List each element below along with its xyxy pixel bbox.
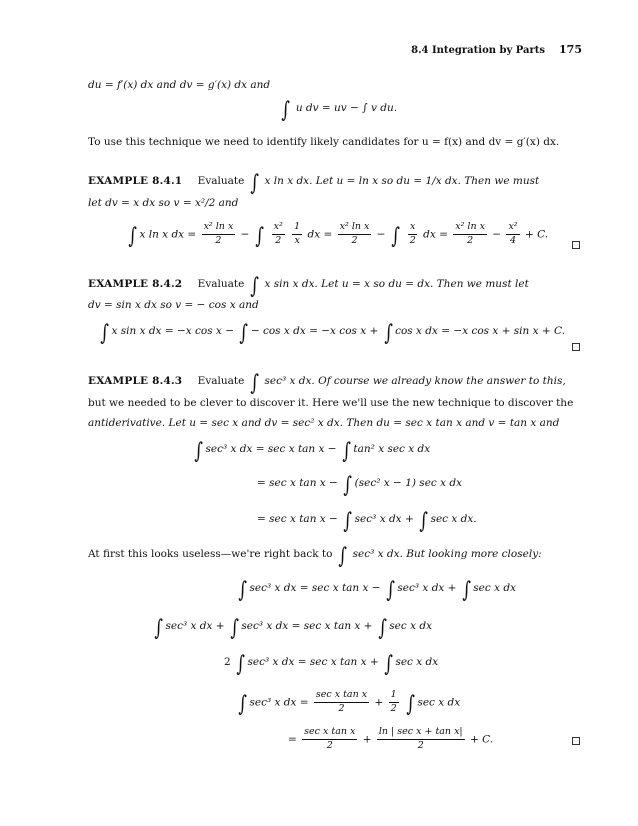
eq-text: sec³ x dx = sec x tan x − (205, 443, 337, 455)
eq-text: (sec² x − 1) sec x dx (354, 477, 463, 489)
eq-text: sec x dx (473, 582, 517, 594)
integral-sign: ∫ (338, 544, 347, 569)
denominator: 2 (275, 234, 282, 246)
fraction (302, 727, 357, 752)
parts-formula-text: u dv = uv − ∫ v du. (295, 102, 398, 114)
useless-sentence (88, 544, 542, 569)
eq-text: sec³ x dx + (354, 513, 414, 525)
example-8-4-2-line1 (88, 274, 529, 299)
integral-sign: ∫ (250, 274, 259, 299)
example-8-4-3-line3: antiderivative. Let u = sec x and dv = sec² x dx. Then du = sec x tan x and v = tan x and (88, 417, 560, 429)
qed-square-icon (572, 241, 580, 249)
integral-sign: ∫ (194, 439, 204, 464)
plus-sign: + (374, 696, 384, 709)
eq-text: sec³ x dx + (165, 620, 225, 632)
example-8-4-1-equation (126, 221, 549, 250)
plus-sign: + (362, 733, 372, 746)
integral-sign: ∫ (250, 171, 259, 196)
minus-sign: − (376, 228, 386, 241)
numerator: 1 (389, 690, 399, 703)
numerator: x² ln x (453, 222, 487, 235)
integral-sign: ∫ (406, 692, 416, 718)
integral-sign: ∫ (239, 321, 249, 346)
eq-text: sec x dx (417, 696, 461, 709)
numerator: sec x tan x (302, 727, 357, 740)
integral-sign: ∫ (384, 321, 393, 346)
integral-sign: ∫ (230, 616, 239, 641)
denominator: 2 (467, 234, 474, 246)
numerator: 1 (292, 222, 302, 235)
fraction (506, 222, 519, 247)
numerator: x² (506, 222, 519, 235)
evaluate-word: Evaluate (197, 278, 245, 290)
integral-sign: ∫ (378, 616, 387, 641)
fraction (314, 690, 369, 715)
sentence-text: sec³ x dx. But looking more closely: (352, 548, 542, 560)
eq-text: x ln x dx = (139, 228, 197, 241)
solve-row-3 (224, 652, 439, 677)
candidates-sentence: To use this technique we need to identify likely candidates for u = f(x) and dv = g′(x) dx. (88, 136, 560, 148)
denominator: x (294, 234, 300, 246)
example-8-4-1-line1 (88, 171, 540, 196)
coefficient: 2 (224, 656, 231, 668)
running-header (411, 43, 582, 56)
eq-text: + C. (469, 733, 494, 746)
eq-text: dx = (307, 228, 333, 241)
numerator: x² ln x (202, 222, 236, 235)
integral-sign: ∫ (462, 578, 471, 603)
parts-formula (279, 98, 398, 123)
fraction (272, 222, 285, 247)
eq-text: − cos x dx = −x cos x + (250, 325, 379, 337)
eq-text: sec³ x dx = (249, 696, 309, 709)
intro-line: du = f′(x) dx and dv = g′(x) dx and (88, 79, 271, 91)
example-8-4-2-line2: dv = sin x dx so v = − cos x and (88, 299, 259, 311)
integral-sign: ∫ (238, 692, 248, 718)
example-8-4-3-line2: but we needed to be clever to discover it. Here we'll use the new technique to discover the (88, 397, 574, 409)
example-line-text: x sin x dx. Let u = x so du = dx. Then we must let (264, 278, 529, 290)
denominator: 2 (215, 234, 222, 246)
denominator: 2 (390, 702, 397, 714)
fraction (389, 690, 399, 715)
eq-text: sec x dx (395, 656, 439, 668)
fraction (292, 222, 302, 247)
example-label: EXAMPLE 8.4.3 (88, 375, 183, 387)
eq-text: tan² x sec x dx (353, 443, 431, 455)
integral-sign: ∫ (255, 224, 264, 250)
denominator: 4 (510, 234, 517, 246)
eq-text: = sec x tan x − (257, 513, 338, 525)
qed-square-icon (572, 343, 580, 351)
equals-sign: = (288, 733, 297, 746)
example-line-text: sec³ x dx. Of course we already know the answer to this, (264, 375, 566, 387)
eq-text: sec³ x dx = sec x tan x − (249, 582, 381, 594)
integral-sign: ∫ (250, 371, 259, 396)
eq-text: = sec x tan x − (257, 477, 338, 489)
eq-text: dx = (423, 228, 448, 241)
integral-sign: ∫ (236, 652, 246, 677)
denominator: 2 (351, 234, 358, 246)
solve-row-1 (236, 578, 517, 603)
numerator: x (408, 222, 417, 235)
integral-sign: ∫ (342, 439, 351, 464)
example-label: EXAMPLE 8.4.2 (88, 278, 183, 290)
integral-sign: ∫ (386, 578, 395, 603)
integral-sign: ∫ (343, 509, 353, 534)
fraction (202, 222, 236, 247)
qed-square-icon (572, 737, 580, 745)
fraction (408, 222, 418, 247)
example-8-4-2-equation (98, 321, 566, 346)
eq-text: x sin x dx = −x cos x − (111, 325, 234, 337)
integral-sign: ∫ (128, 224, 138, 250)
integral-sign: ∫ (154, 616, 164, 641)
example-line-text: x ln x dx. Let u = ln x so du = 1/x dx. Then we must (264, 175, 540, 187)
integral-sign: ∫ (281, 98, 291, 123)
eq-text: cos x dx = −x cos x + sin x + C. (395, 325, 566, 337)
derivation-row-3 (257, 509, 477, 534)
eq-text: sec³ x dx = sec x tan x + (247, 656, 379, 668)
minus-sign: − (240, 228, 250, 241)
denominator: 2 (417, 739, 424, 751)
example-label: EXAMPLE 8.4.1 (88, 175, 183, 187)
denominator: 2 (326, 739, 333, 751)
integral-sign: ∫ (238, 578, 248, 603)
example-8-4-1-line2: let dv = x dx so v = x²/2 and (88, 197, 239, 209)
evaluate-word: Evaluate (197, 375, 245, 387)
page-number: 175 (559, 43, 582, 56)
numerator: ln | sec x + tan x| (377, 727, 465, 740)
eq-text: sec³ x dx = sec x tan x + (241, 620, 373, 632)
eq-text: sec³ x dx + (397, 582, 457, 594)
integral-sign: ∫ (419, 509, 429, 534)
derivation-row-2 (257, 473, 463, 498)
sentence-text: At first this looks useless—we're right back to (88, 548, 333, 560)
numerator: x² ln x (338, 222, 372, 235)
numerator: x² (272, 222, 285, 235)
minus-sign: − (492, 228, 502, 241)
integral-sign: ∫ (343, 473, 353, 498)
solve-row-4 (236, 689, 461, 718)
section-title: 8.4 Integration by Parts (411, 45, 546, 56)
solve-row-5 (288, 727, 493, 752)
eq-text: sec x dx (389, 620, 433, 632)
eq-text: + C. (524, 228, 549, 241)
integral-sign: ∫ (391, 224, 400, 250)
numerator: sec x tan x (314, 690, 369, 703)
denominator: 2 (338, 702, 345, 714)
eq-text: sec x dx. (430, 513, 477, 525)
derivation-row-1 (192, 439, 431, 464)
example-8-4-3-line1 (88, 371, 566, 396)
fraction (338, 222, 372, 247)
fraction (453, 222, 487, 247)
integral-sign: ∫ (100, 321, 110, 346)
solve-row-2 (152, 616, 433, 641)
fraction (377, 727, 465, 752)
denominator: 2 (409, 234, 416, 246)
integral-sign: ∫ (384, 652, 394, 677)
evaluate-word: Evaluate (197, 175, 245, 187)
